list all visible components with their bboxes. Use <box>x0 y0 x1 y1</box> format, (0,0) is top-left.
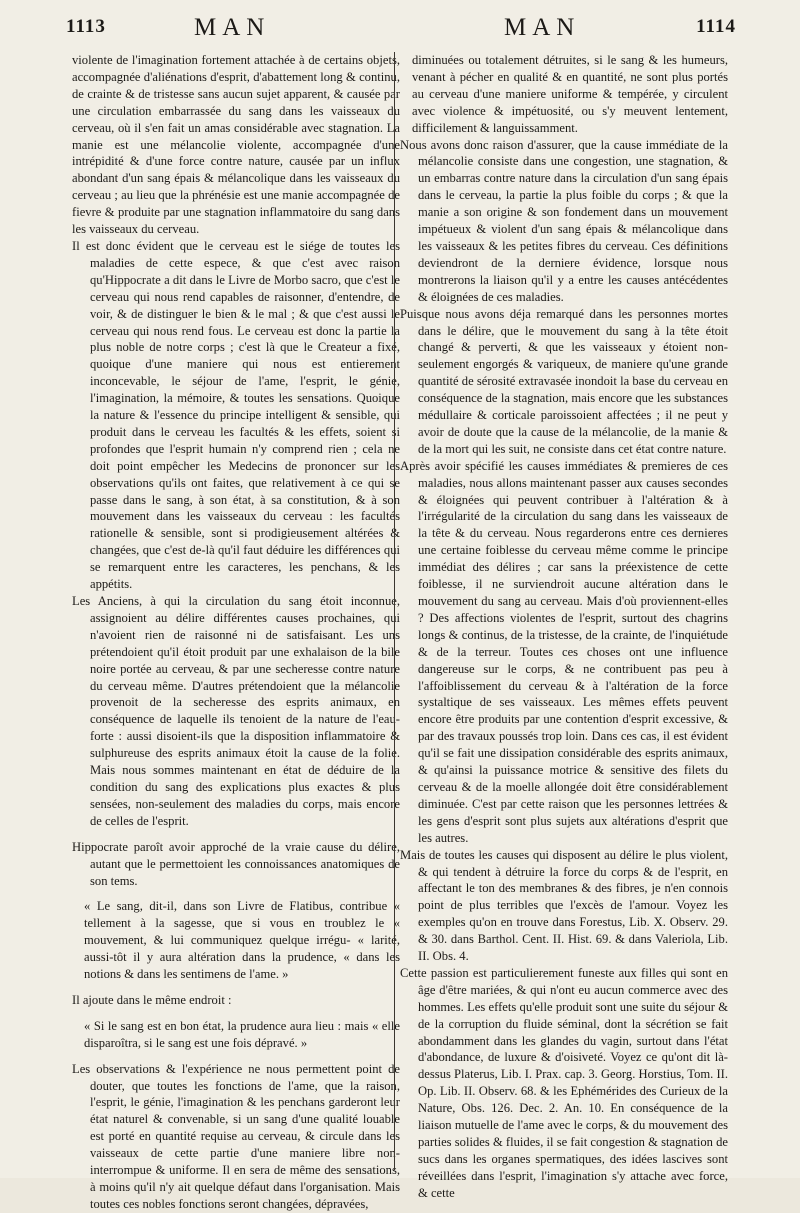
paragraph: Il est donc évident que le cerveau est le siége de toutes les maladies de cette espece, & que c'est avec raison qu'Hippocrate a dit dans le Livre de Morbo sacro, que c'est le cerveau qui nous rend capables de raisonner, d'entendre, de voir, & de distinguer le bien & le mal ; & que c'est aussi le cerveau qui nous rend fous. Le cerveau est donc la partie la plus noble de notre corps ; c'est là que le Createur a fixé, quoique d'une maniere qui nous est entierement inconcevable, le séjour de l'ame, l'esprit, le génie, l'imagination, la mémoire, & toutes les sensations. Quoique la nature & l'essence du principe intelligent & sensible, qui produit dans le cerveau les facultés & les effets, soient si profondes que l'esprit humain n'y comprend rien ; cela ne doit point empêcher les Medecins de prononcer sur les observations qu'ils ont faites, que relativement à ce qui se passe dans le sang, à son état, à sa constitution, & à son mouvement dans les vaisseaux du cerveau : les facultés rationelle & sensible, sont si prodigieusement altérées & changées, que c'est de-là qu'il faut déduire les différences qui se remarquent entre les caracteres, les penchans, & les appétits. <box>72 238 400 592</box>
paragraph: violente de l'imagination fortement attachée à de certains objets, accompagnée d'aliénations d'esprit, d'abattement long & continu, de crainte & de tristesse sans aucun sujet apparent, & causée par une circulation embarrassée du sang dans les vaisseaux du cerveau, où il s'en fait un amas considérable avec stagnation. La manie est une mélancolie violente, accompagnée d'une intrépidité & d'une force contre nature, causée par un influx abondant d'un sang épais & mélancolique dans les vaisseaux du cerveau ; au lieu que la phrénésie est une manie accompagnée de fievre & produite par une stagnation inflammatoire du sang dans les vaisseaux du cerveau. <box>72 53 400 237</box>
paragraph: Les Anciens, à qui la circulation du sang étoit inconnue, assignoient au délire différentes causes prochaines, qui n'avoient rien de raisonné ni de satisfaisant. Les uns prétendoient qu'il étoit produit par une exhalaison de la bile noire portée au cerveau, & par une secheresse contre nature du cerveau même. D'autres prétendoient que la mélancolie provenoit de la secheresse des esprits animaux, en conséquence de laquelle ils tenoient de la nature de l'eau-forte : aussi disoient-ils que la disposition inflammatoire & sulphureuse des esprits animaux étoit la cause de la folie. Mais nous sommes maintenant en état de déduire de la condition du sang des explications plus exactes & plus sensées, non-seulement des maladies du corps, mais encore de celles de l'esprit. <box>72 594 400 828</box>
paragraph: Puisque nous avons déja remarqué dans les personnes mortes dans le délire, que le mouvement du sang à la tête étoit changé & perverti, & que les vaisseaux y étoient non-seulement engorgés & variqueux, de maniere qu'une grande quantité de sérosité extravasée inondoit la base du cerveau en conséquence de la stagnation, mais encore que les substances médullaire & corticale paroissoient affectées ; il ne peut y avoir de doute que la cause de la mélancolie, de la manie & de la mort qui les suit, ne consiste dans cet état contre nature. <box>400 306 728 456</box>
running-title-left: MAN <box>194 14 271 41</box>
paragraph: Hippocrate paroît avoir approché de la vraie cause du délire, autant que le permettoient les connoissances anatomiques de son tems. <box>72 839 400 888</box>
left-column <box>72 52 400 1211</box>
paragraph: Cette passion est particulierement funeste aux filles qui sont en âge d'être mariées, & qui n'ont eu aucun commerce avec des hommes. Les effets qu'elle produit sont une suite du séjour & de la corruption du fluide séminal, dont la sécrétion se fait abondamment dans les glandes du vagin, surtout dans l'état d'abondance, de luxure & d'oisiveté. Voyez ce qu'ont dit là-dessus Platerus, Lib. I. Prax. cap. 3. Georg. Horstius, Tom. II. Op. Lib. II. Observ. 68. & les Ephémérides des Curieux de la Nature, Obs. 126. Dec. 2. An. 10. En conséquence de la liaison mutuelle de l'ame avec le corps, & du mouvement des parties solides & fluides, il se fait congestion & stagnation de sucs dans les organes spermatiques, des idées lascives sont réveillées dans l'esprit, l'imagination s'y attache avec force, & cette <box>400 965 728 1200</box>
running-title-right: MAN <box>504 14 581 41</box>
paragraph: Nous avons donc raison d'assurer, que la cause immédiate de la mélancolie consiste dans une congestion, une stagnation, & un embarras contre nature dans la circulation d'un sang épais dans le cerveau, la partie la plus foible du corps ; & que la manie a son origine & son fondement dans un mouvement impétueux & violent d'un sang épais & mélancolique dans les vaisseaux & les petites fibres du cerveau. Ces définitions deviendront de la derniere évidence, lorsque nous montrerons la liaison qu'il y a entre les causes antécédentes & éloignées de ces maladies. <box>400 137 728 304</box>
right-column <box>400 52 728 1200</box>
page-number-left: 1113 <box>66 16 106 37</box>
paragraph: diminuées ou totalement détruites, si le sang & les humeurs, venant à pécher en qualité & en quantité, ne sont plus portés au cerveau d'une maniere uniforme & tempérée, y circulent avec violence & impétuosité, ou s'y meuvent lentement, difficilement & languissamment. <box>412 53 728 135</box>
paragraph: Après avoir spécifié les causes immédiates & premieres de ces maladies, nous allons maintenant passer aux causes secondes & éloignées qui peuvent contribuer à l'altération & à l'irrégularité de la circulation du sang dans les vaisseaux de la tête & du cerveau. Nous regarderons entre ces dernieres une certaine foiblesse du cerveau même comme le principe immédiat des délires ; car sans la préexistence de cette foiblesse, il ne surviendroit aucune altération dans le mouvement du sang au cerveau. Mais d'où proviennent-elles ? Des affections violentes de l'esprit, surtout des chagrins longs & continus, de la tristesse, de la crainte, de l'inquiétude & de la terreur. Toutes ces choses ont une influence dangereuse sur le corps, & ne contribuent pas peu à l'affoiblissement du cerveau & à l'altération de la force systaltique de ses vaisseaux. Les mêmes effets peuvent encore être produits par une contention d'esprit excessive, & par des travaux poussés trop loin. Dans ces cas, il est évident qu'il se fait une dissipation considérable des esprits animaux, & qu'ainsi la puissance motrice & sensitive des filets du cerveau & de la moelle allongée doit être considérablement diminuée. C'est par cette raison que les personnes lettrées & les gens d'esprit sont plus sujets aux altérations d'esprit que les autres. <box>400 458 728 845</box>
quotation: « Le sang, dit-il, dans son Livre de Flatibus, contribue « tellement à la sagesse, que si vous en troublez le « mouvement, & lui communiquez quelque irrégu- « larité, aussi-tôt il y aura altération dans la prudence, « dans les notions & dans les sentimens de l'ame. » <box>84 899 400 982</box>
paragraph: Les observations & l'expérience ne nous permettent point de douter, que toutes les fonctions de l'ame, que la raison, l'esprit, le génie, l'imagination & les penchans garderont leur état naturel & convenable, si un sang d'une qualité louable est porté en quantité requise au cerveau, & circule dans les vaisseaux de cette partie d'une maniere libre non-interrompue & uniforme. Il en sera de même des sensations, à moins qu'il n'y ait quelque défaut dans l'organisation. Mais toutes ces nobles fonctions seront changées, dépravées, <box>72 1061 400 1211</box>
paragraph: Il ajoute dans le même endroit : <box>72 992 232 1007</box>
page-header <box>64 14 736 46</box>
quotation: « Si le sang est en bon état, la prudence aura lieu : mais « elle disparoîtra, si le sang est une fois dépravé. » <box>84 1018 400 1050</box>
page-number-right: 1114 <box>696 16 736 37</box>
paragraph: Mais de toutes les causes qui disposent au délire le plus violent, & qui tendent à détruire la force du corps & de l'esprit, en affectant le ton des membranes & des fibres, je n'en connois point de plus terribles que l'excès de l'amour. Voyez les exemples qu'on en trouve dans Forestus, Lib. X. Observ. 29. & 30. dans Barthol. Cent. II. Hist. 69. & dans Valeriola, Lib. II. Obs. 4. <box>400 847 728 964</box>
column-divider <box>394 52 395 1170</box>
